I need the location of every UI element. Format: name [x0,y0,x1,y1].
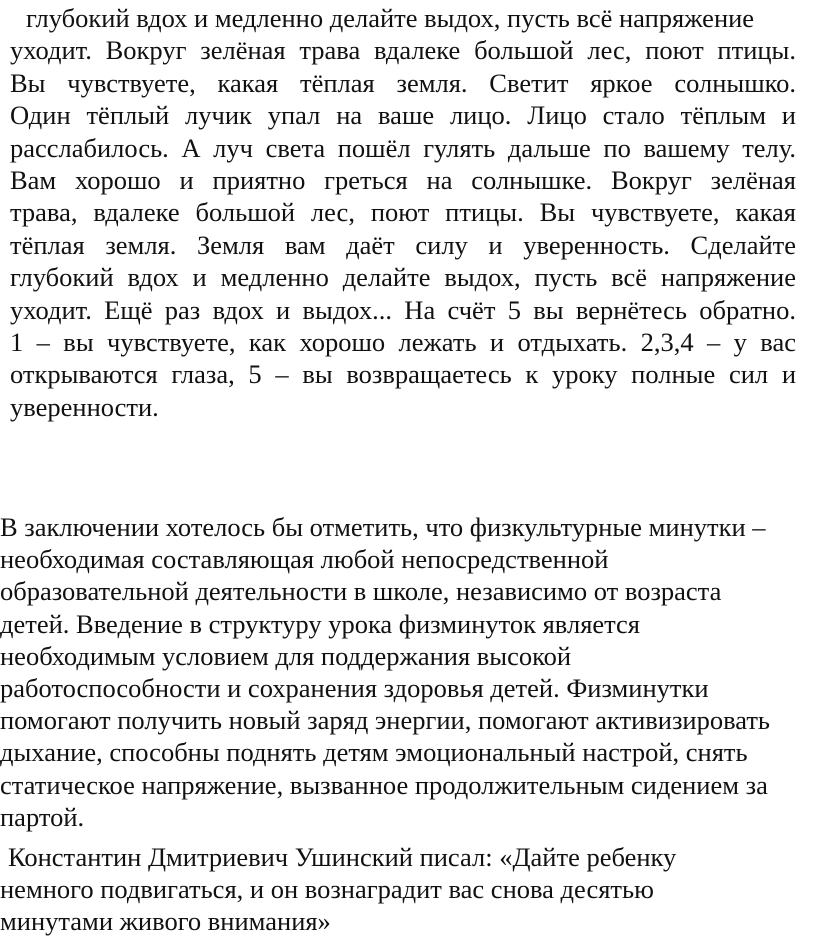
text-line: тёплая земля. Земля вам даёт силу и уверенность. Сделайте [10,229,796,260]
text-line: образовательной деятельности в школе, независимо от возраста [0,576,722,607]
text-line: глубокий вдох и медленно делайте выдох, пусть всё напряжение [10,262,796,293]
text-line: Константин Дмитриевич Ушинский писал: «Дайте ребенку [8,842,677,872]
text-line: 1 – вы чувствуете, как хорошо лежать и отдыхать. 2,3,4 – у вас [10,326,796,357]
text-line: работоспособности и сохранения здоровья детей. Физминутки [0,672,709,703]
conclusion-paragraph [0,511,816,833]
quote-paragraph [0,841,816,938]
text-line: статическое напряжение, вызванное продолжительным сидением за [0,769,768,800]
text-line: минутами живого внимания» [0,906,331,937]
text-line: В заключении хотелось бы отметить, что физкультурные минутки – [0,512,766,542]
relaxation-paragraph [10,2,796,423]
text-line: трава, вдалеке большой лес, поют птицы. Вы чувствуете, какая [10,197,796,228]
text-line: необходимая составляющая любой непосредственной [0,544,609,575]
text-line: открываются глаза, 5 – вы возвращаетесь к уроку полные сил и [10,359,796,390]
text-line: необходимым условием для поддержания высокой [0,640,572,671]
text-line: помогают получить новый заряд энергии, помогают активизировать [0,705,771,736]
text-line: детей. Введение в структуру урока физминуток является [0,608,640,639]
text-line: уверенности. [10,391,159,422]
text-line: немного подвигаться, и он вознаградит вас снова десятью [0,874,654,905]
text-line: расслабилось. А луч света пошёл гулять дальше по вашему телу. [10,132,796,163]
text-line: глубокий вдох и медленно делайте выдох, пусть всё напряжение [26,3,755,33]
text-line: уходит. Ещё раз вдох и выдох... На счёт 5 вы вернётесь обратно. [10,294,796,325]
text-line: Один тёплый лучик упал на ваше лицо. Лицо стало тёплым и [10,100,796,131]
text-line: Вам хорошо и приятно греться на солнышке. Вокруг зелёная [10,164,796,195]
text-line: дыхание, способны поднять детям эмоциональный настрой, снять [0,737,748,768]
text-line: уходит. Вокруг зелёная трава вдалеке большой лес, поют птицы. [10,35,796,66]
text-line: партой. [0,801,85,832]
text-line: Вы чувствуете, какая тёплая земля. Светит яркое солнышко. [10,67,796,98]
